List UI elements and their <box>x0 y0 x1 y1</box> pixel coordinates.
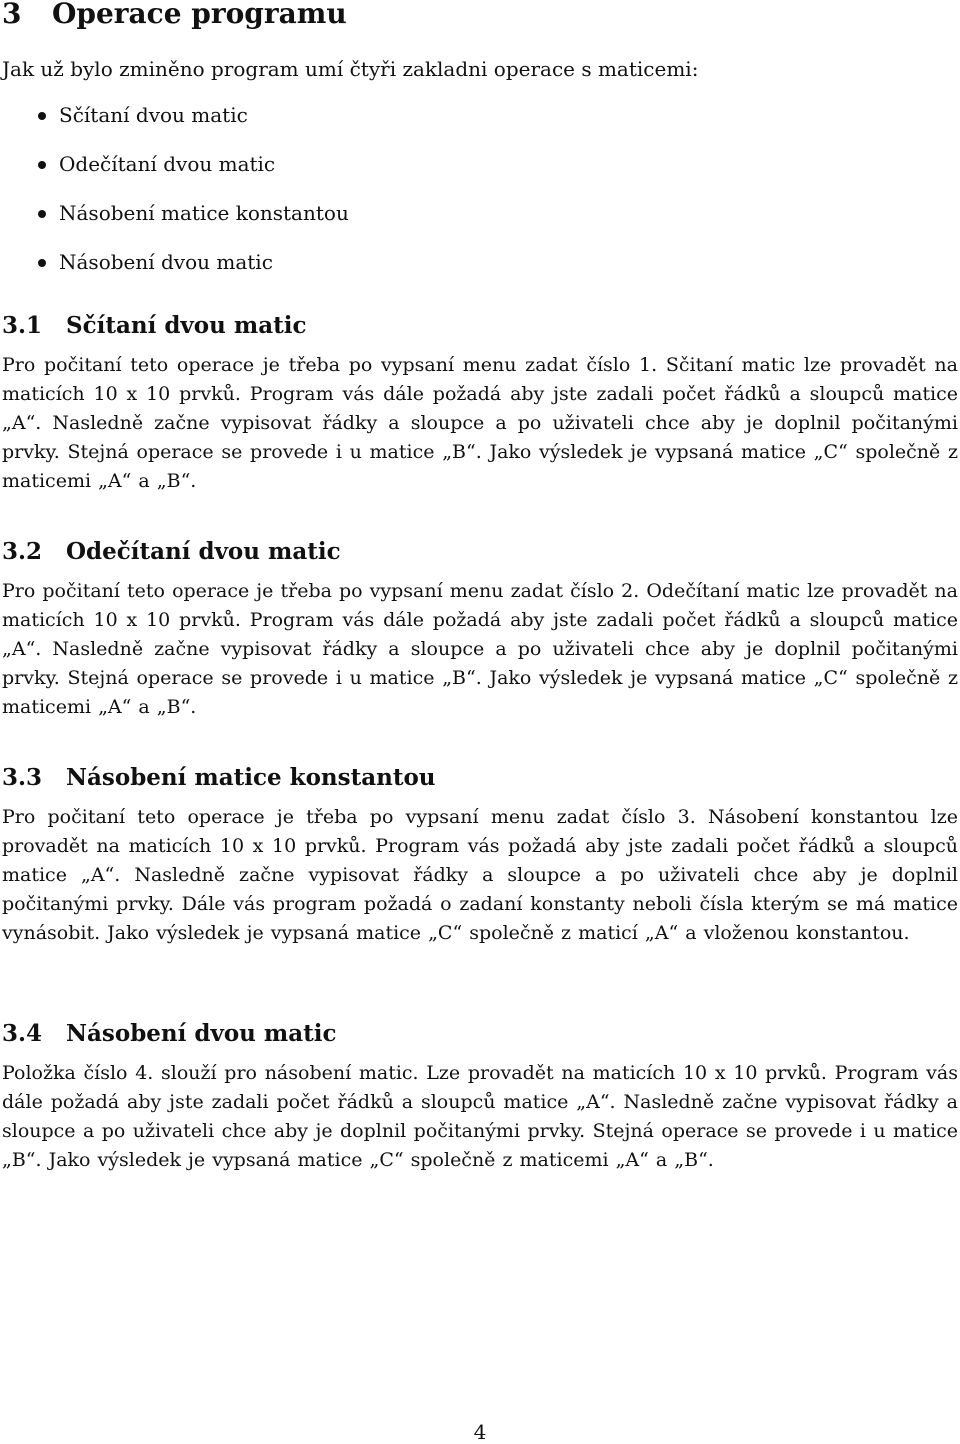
section-title <box>2 0 347 34</box>
section-number: 3 <box>2 0 22 30</box>
bullet-icon <box>38 210 46 218</box>
subsection-title-text: Odečítaní dvou matic <box>66 538 341 565</box>
bullet-icon <box>38 161 46 169</box>
bullet-icon <box>38 112 46 120</box>
section-title-text: Operace programu <box>52 0 347 30</box>
subsection-title-text: Násobení matice konstantou <box>66 764 436 791</box>
list-item-text: Násobení dvou matic <box>59 250 273 274</box>
subsection-title <box>2 763 958 803</box>
subsection-matrix-multiplication <box>2 1019 958 1175</box>
subsection-title-text: Sčítaní dvou matic <box>66 312 307 339</box>
list-item-text: Odečítaní dvou matic <box>59 152 276 176</box>
subsection-paragraph: Položka číslo 4. slouží pro násobení matic. Lze provadět na maticích 10 x 10 prvků. Program vás dále požadá aby jste zadali počet řádků a sloupců matice „A“. Nasledně začne vypisovat řádky a sloupce a po uživateli chce aby je doplnil počitanými prvky. Stejná operace se provede i u matice „B“. Jako výsledek je vypsaná matice „C“ společně z maticemi „A“ a „B“. <box>2 1062 958 1171</box>
subsection-number: 3.2 <box>2 538 43 565</box>
list-item-text: Sčítaní dvou matic <box>59 103 248 127</box>
intro-paragraph: Jak už bylo zminěno program umí čtyři zakladni operace s maticemi: <box>2 57 699 81</box>
subsection-title-text: Násobení dvou matic <box>66 1020 337 1047</box>
subsection-number: 3.1 <box>2 312 43 339</box>
subsection-scalar-multiplication <box>2 763 958 948</box>
subsection-title <box>2 1019 958 1059</box>
list-item-text: Násobení matice konstantou <box>59 201 349 225</box>
subsection-number: 3.4 <box>2 1020 43 1047</box>
subsection-paragraph: Pro počitaní teto operace je třeba po vypsaní menu zadat číslo 1. Sčitaní matic lze provadět na maticích 10 x 10 prvků. Program vás dále požadá aby jste zadali počet řádků a sloupců matice „A“. Nasledně začne vypisovat řádky a sloupce a po uživateli chce aby je doplnil počitanými prvky. Stejná operace se provede i u matice „B“. Jako výsledek je vypsaná matice „C“ společně z maticemi „A“ a „B“. <box>2 354 958 492</box>
subsection-paragraph: Pro počitaní teto operace je třeba po vypsaní menu zadat číslo 2. Odečítaní matic lze provadět na maticích 10 x 10 prvků. Program vás dále požadá aby jste zadali počet řádků a sloupců matice „A“. Nasledně začne vypisovat řádky a sloupce a po uživateli chce aby je doplnil počitanými prvky. Stejná operace se provede i u matice „B“. Jako výsledek je vypsaná matice „C“ společně z maticemi „A“ a „B“. <box>2 580 958 718</box>
subsection-paragraph: Pro počitaní teto operace je třeba po vypsaní menu zadat číslo 3. Násobení konstantou lze provadět na maticích 10 x 10 prvků. Program vás požadá aby jste zadali počet řádků a sloupců matice „A“. Nasledně začne vypisovat řádky a sloupce a po uživateli chce aby je doplnil počitanými prvky. Dále vás program požadá o zadaní konstanty neboli čísla kterým se má matice vynásobit. Jako výsledek je vypsaná matice „C“ společně z maticí „A“ a vloženou konstantou. <box>2 806 958 944</box>
bullet-icon <box>38 259 46 267</box>
subsection-addition <box>2 311 958 496</box>
subsection-title <box>2 537 958 577</box>
subsection-number: 3.3 <box>2 764 43 791</box>
subsection-subtraction <box>2 537 958 722</box>
subsection-title <box>2 311 958 351</box>
page-number: 4 <box>473 1420 487 1444</box>
